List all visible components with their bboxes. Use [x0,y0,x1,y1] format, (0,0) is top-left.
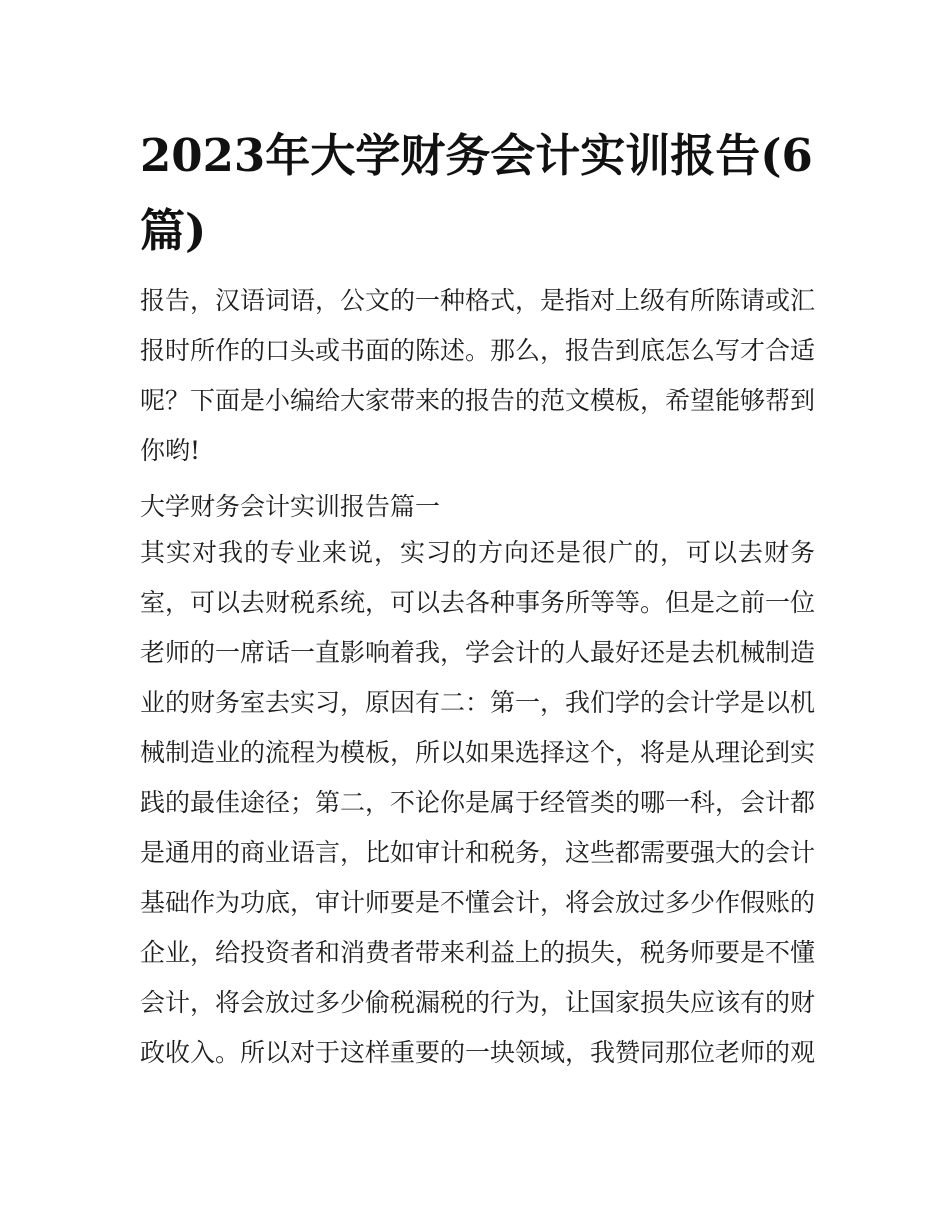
document-title: 2023年大学财务会计实训报告(6篇) [140,129,813,257]
intro-paragraph: 报告，汉语词语，公文的一种格式，是指对上级有所陈请或汇报时所作的口头或书面的陈述。那么，报告到底怎么写才合适呢？下面是小编给大家带来的报告的范文模板，希望能够帮到你哟! [140,286,816,465]
section-body-paragraph: 其实对我的专业来说，实习的方向还是很广的，可以去财务室，可以去财税系统，可以去各种事务所等等。但是之前一位老师的一席话一直影响着我，学会计的人最好还是去机械制造业的财务室去实习，原因有二：第一，我们学的会计学是以机械制造业的流程为模板，所以如果选择这个，将是从理论到实践的最佳途径；第二，不论你是属于经管类的哪一科，会计都是通用的商业语言，比如审计和税务，这些都需要强大的会计基础作为功底，审计师要是不懂会计，将会放过多少作假账的企业，给投资者和消费者带来利益上的损失，税务师要是不懂会计，将会放过多少偷税漏税的行为，让国家损失应该有的财政收入。所以对于这样重要的一块领域，我赞同那位老师的观 [140,538,816,1067]
section-heading: 大学财务会计实训报告篇一 [140,492,441,521]
